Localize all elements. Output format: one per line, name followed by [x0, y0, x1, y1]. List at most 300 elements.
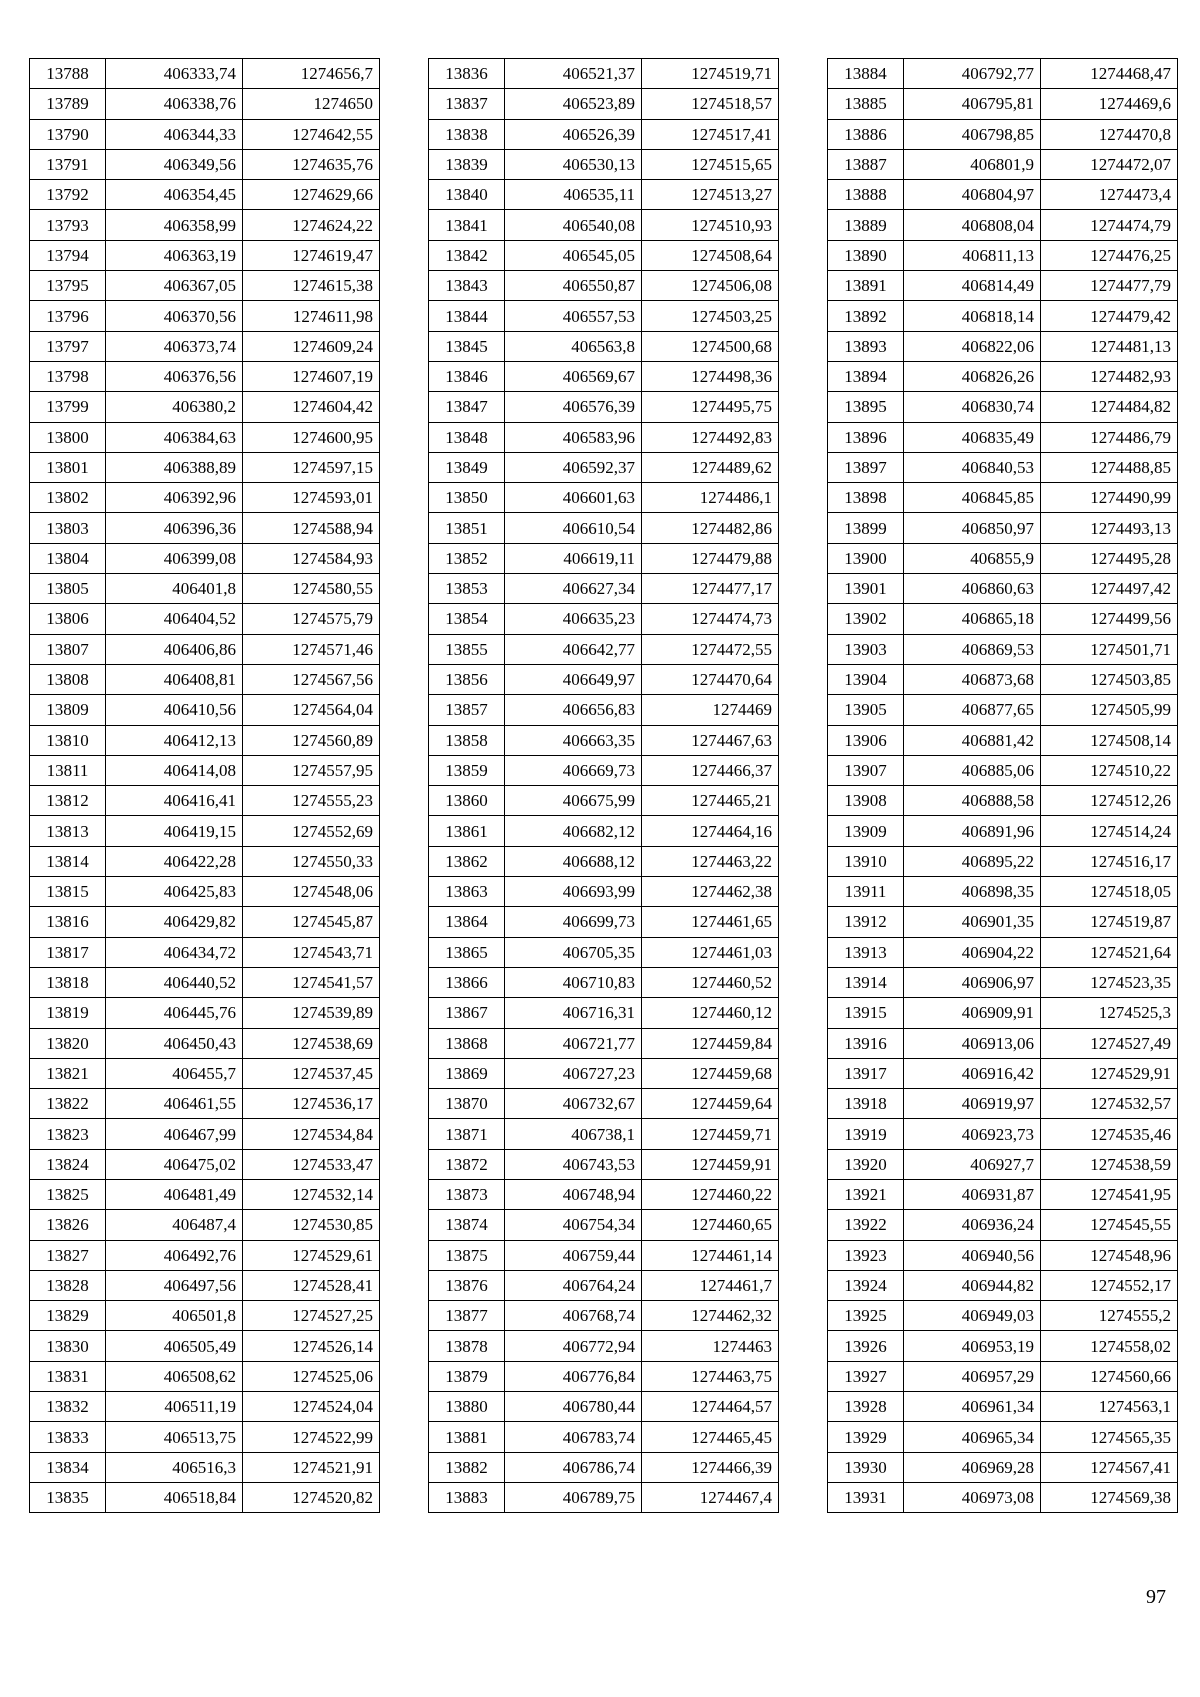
- x-coordinate-cell: 406401,8: [106, 574, 243, 604]
- table-row: [429, 89, 779, 119]
- table-row: [429, 543, 779, 573]
- point-number-cell: 13842: [429, 240, 505, 270]
- x-coordinate-cell: 406619,11: [505, 543, 642, 573]
- point-number-cell: 13902: [828, 604, 904, 634]
- x-coordinate-cell: 406957,29: [904, 1361, 1041, 1391]
- table-row: [828, 574, 1178, 604]
- table-row: [828, 1210, 1178, 1240]
- point-number-cell: 13860: [429, 786, 505, 816]
- table-row: [429, 1301, 779, 1331]
- point-number-cell: 13876: [429, 1270, 505, 1300]
- x-coordinate-cell: 406969,28: [904, 1452, 1041, 1482]
- y-coordinate-cell: 1274538,69: [243, 1028, 380, 1058]
- x-coordinate-cell: 406569,67: [505, 361, 642, 391]
- x-coordinate-cell: 406583,96: [505, 422, 642, 452]
- y-coordinate-cell: 1274505,99: [1041, 695, 1178, 725]
- x-coordinate-cell: 406642,77: [505, 634, 642, 664]
- y-coordinate-cell: 1274535,46: [1041, 1119, 1178, 1149]
- table-row: [429, 877, 779, 907]
- point-number-cell: 13929: [828, 1422, 904, 1452]
- x-coordinate-cell: 406798,85: [904, 119, 1041, 149]
- table-row: [30, 634, 380, 664]
- table-row: [429, 210, 779, 240]
- x-coordinate-cell: 406526,39: [505, 119, 642, 149]
- table-row: [828, 392, 1178, 422]
- table-row: [828, 1482, 1178, 1512]
- x-coordinate-cell: 406535,11: [505, 180, 642, 210]
- table-row: [828, 1270, 1178, 1300]
- point-number-cell: 13891: [828, 271, 904, 301]
- point-number-cell: 13865: [429, 937, 505, 967]
- y-coordinate-cell: 1274629,66: [243, 180, 380, 210]
- x-coordinate-cell: 406705,35: [505, 937, 642, 967]
- y-coordinate-cell: 1274532,57: [1041, 1089, 1178, 1119]
- point-number-cell: 13797: [30, 331, 106, 361]
- y-coordinate-cell: 1274500,68: [642, 331, 779, 361]
- table-row: [30, 180, 380, 210]
- x-coordinate-cell: 406333,74: [106, 59, 243, 89]
- point-number-cell: 13833: [30, 1422, 106, 1452]
- point-number-cell: 13796: [30, 301, 106, 331]
- point-number-cell: 13817: [30, 937, 106, 967]
- x-coordinate-cell: 406412,13: [106, 725, 243, 755]
- point-number-cell: 13837: [429, 89, 505, 119]
- point-number-cell: 13896: [828, 422, 904, 452]
- point-number-cell: 13790: [30, 119, 106, 149]
- table-row: [429, 1089, 779, 1119]
- point-number-cell: 13901: [828, 574, 904, 604]
- y-coordinate-cell: 1274567,56: [243, 664, 380, 694]
- point-number-cell: 13877: [429, 1301, 505, 1331]
- y-coordinate-cell: 1274525,3: [1041, 998, 1178, 1028]
- point-number-cell: 13845: [429, 331, 505, 361]
- y-coordinate-cell: 1274460,52: [642, 967, 779, 997]
- point-number-cell: 13870: [429, 1089, 505, 1119]
- point-number-cell: 13905: [828, 695, 904, 725]
- table-row: [429, 59, 779, 89]
- y-coordinate-cell: 1274464,16: [642, 816, 779, 846]
- table-row: [30, 1240, 380, 1270]
- y-coordinate-cell: 1274515,65: [642, 149, 779, 179]
- x-coordinate-cell: 406869,53: [904, 634, 1041, 664]
- y-coordinate-cell: 1274545,87: [243, 907, 380, 937]
- x-coordinate-cell: 406475,02: [106, 1149, 243, 1179]
- x-coordinate-cell: 406358,99: [106, 210, 243, 240]
- y-coordinate-cell: 1274476,25: [1041, 240, 1178, 270]
- x-coordinate-cell: 406764,24: [505, 1270, 642, 1300]
- point-number-cell: 13917: [828, 1058, 904, 1088]
- y-coordinate-cell: 1274520,82: [243, 1482, 380, 1512]
- point-number-cell: 13883: [429, 1482, 505, 1512]
- table-row: [30, 786, 380, 816]
- x-coordinate-cell: 406885,06: [904, 755, 1041, 785]
- y-coordinate-cell: 1274464,57: [642, 1392, 779, 1422]
- table-row: [30, 301, 380, 331]
- point-number-cell: 13823: [30, 1119, 106, 1149]
- x-coordinate-cell: 406399,08: [106, 543, 243, 573]
- x-coordinate-cell: 406850,97: [904, 513, 1041, 543]
- point-number-cell: 13814: [30, 846, 106, 876]
- x-coordinate-cell: 406492,76: [106, 1240, 243, 1270]
- y-coordinate-cell: 1274459,68: [642, 1058, 779, 1088]
- point-number-cell: 13832: [30, 1392, 106, 1422]
- y-coordinate-cell: 1274521,64: [1041, 937, 1178, 967]
- table-row: [828, 361, 1178, 391]
- y-coordinate-cell: 1274467,4: [642, 1482, 779, 1512]
- table-row: [30, 59, 380, 89]
- y-coordinate-cell: 1274600,95: [243, 422, 380, 452]
- x-coordinate-cell: 406467,99: [106, 1119, 243, 1149]
- y-coordinate-cell: 1274534,84: [243, 1119, 380, 1149]
- x-coordinate-cell: 406663,35: [505, 725, 642, 755]
- x-coordinate-cell: 406732,67: [505, 1089, 642, 1119]
- y-coordinate-cell: 1274525,06: [243, 1361, 380, 1391]
- x-coordinate-cell: 406627,34: [505, 574, 642, 604]
- x-coordinate-cell: 406759,44: [505, 1240, 642, 1270]
- point-number-cell: 13847: [429, 392, 505, 422]
- point-number-cell: 13915: [828, 998, 904, 1028]
- table-row: [30, 846, 380, 876]
- x-coordinate-cell: 406545,05: [505, 240, 642, 270]
- y-coordinate-cell: 1274532,14: [243, 1179, 380, 1209]
- table-row: [30, 1028, 380, 1058]
- x-coordinate-cell: 406563,8: [505, 331, 642, 361]
- table-row: [30, 604, 380, 634]
- y-coordinate-cell: 1274558,02: [1041, 1331, 1178, 1361]
- table-row: [828, 1058, 1178, 1088]
- x-coordinate-cell: 406513,75: [106, 1422, 243, 1452]
- x-coordinate-cell: 406780,44: [505, 1392, 642, 1422]
- table-row: [429, 574, 779, 604]
- point-number-cell: 13838: [429, 119, 505, 149]
- x-coordinate-cell: 406481,49: [106, 1179, 243, 1209]
- y-coordinate-cell: 1274463,22: [642, 846, 779, 876]
- y-coordinate-cell: 1274486,79: [1041, 422, 1178, 452]
- table-row: [429, 180, 779, 210]
- point-number-cell: 13798: [30, 361, 106, 391]
- table-row: [828, 301, 1178, 331]
- x-coordinate-cell: 406508,62: [106, 1361, 243, 1391]
- table-row: [429, 786, 779, 816]
- x-coordinate-cell: 406901,35: [904, 907, 1041, 937]
- x-coordinate-cell: 406814,49: [904, 271, 1041, 301]
- table-row: [429, 361, 779, 391]
- table-row: [828, 664, 1178, 694]
- point-number-cell: 13904: [828, 664, 904, 694]
- page-number: 97: [1146, 1586, 1166, 1608]
- y-coordinate-cell: 1274519,71: [642, 59, 779, 89]
- table-row: [30, 392, 380, 422]
- y-coordinate-cell: 1274493,13: [1041, 513, 1178, 543]
- table-row: [30, 877, 380, 907]
- point-number-cell: 13829: [30, 1301, 106, 1331]
- y-coordinate-cell: 1274474,79: [1041, 210, 1178, 240]
- y-coordinate-cell: 1274548,96: [1041, 1240, 1178, 1270]
- table-row: [30, 361, 380, 391]
- x-coordinate-cell: 406540,08: [505, 210, 642, 240]
- point-number-cell: 13801: [30, 452, 106, 482]
- point-number-cell: 13892: [828, 301, 904, 331]
- x-coordinate-cell: 406344,33: [106, 119, 243, 149]
- y-coordinate-cell: 1274466,37: [642, 755, 779, 785]
- x-coordinate-cell: 406795,81: [904, 89, 1041, 119]
- table-row: [429, 937, 779, 967]
- point-number-cell: 13879: [429, 1361, 505, 1391]
- x-coordinate-cell: 406904,22: [904, 937, 1041, 967]
- y-coordinate-cell: 1274527,25: [243, 1301, 380, 1331]
- x-coordinate-cell: 406440,52: [106, 967, 243, 997]
- table-row: [429, 1210, 779, 1240]
- y-coordinate-cell: 1274609,24: [243, 331, 380, 361]
- x-coordinate-cell: 406949,03: [904, 1301, 1041, 1331]
- x-coordinate-cell: 406909,91: [904, 998, 1041, 1028]
- table-row: [429, 1240, 779, 1270]
- point-number-cell: 13825: [30, 1179, 106, 1209]
- x-coordinate-cell: 406557,53: [505, 301, 642, 331]
- x-coordinate-cell: 406721,77: [505, 1028, 642, 1058]
- x-coordinate-cell: 406406,86: [106, 634, 243, 664]
- x-coordinate-cell: 406873,68: [904, 664, 1041, 694]
- y-coordinate-cell: 1274597,15: [243, 452, 380, 482]
- table-row: [30, 1392, 380, 1422]
- table-row: [429, 452, 779, 482]
- y-coordinate-cell: 1274460,65: [642, 1210, 779, 1240]
- point-number-cell: 13867: [429, 998, 505, 1028]
- table-row: [828, 59, 1178, 89]
- point-number-cell: 13848: [429, 422, 505, 452]
- table-row: [429, 422, 779, 452]
- table-row: [828, 513, 1178, 543]
- table-row: [429, 1331, 779, 1361]
- point-number-cell: 13923: [828, 1240, 904, 1270]
- point-number-cell: 13856: [429, 664, 505, 694]
- point-number-cell: 13813: [30, 816, 106, 846]
- y-coordinate-cell: 1274604,42: [243, 392, 380, 422]
- y-coordinate-cell: 1274510,93: [642, 210, 779, 240]
- point-number-cell: 13840: [429, 180, 505, 210]
- y-coordinate-cell: 1274537,45: [243, 1058, 380, 1088]
- x-coordinate-cell: 406429,82: [106, 907, 243, 937]
- table-row: [429, 1392, 779, 1422]
- x-coordinate-cell: 406516,3: [106, 1452, 243, 1482]
- x-coordinate-cell: 406354,45: [106, 180, 243, 210]
- table-row: [429, 331, 779, 361]
- x-coordinate-cell: 406373,74: [106, 331, 243, 361]
- table-row: [828, 543, 1178, 573]
- point-number-cell: 13875: [429, 1240, 505, 1270]
- table-row: [30, 513, 380, 543]
- x-coordinate-cell: 406865,18: [904, 604, 1041, 634]
- x-coordinate-cell: 406727,23: [505, 1058, 642, 1088]
- point-number-cell: 13868: [429, 1028, 505, 1058]
- y-coordinate-cell: 1274564,04: [243, 695, 380, 725]
- y-coordinate-cell: 1274461,7: [642, 1270, 779, 1300]
- point-number-cell: 13930: [828, 1452, 904, 1482]
- point-number-cell: 13807: [30, 634, 106, 664]
- point-number-cell: 13792: [30, 180, 106, 210]
- y-coordinate-cell: 1274611,98: [243, 301, 380, 331]
- x-coordinate-cell: 406396,36: [106, 513, 243, 543]
- table-row: [30, 149, 380, 179]
- x-coordinate-cell: 406576,39: [505, 392, 642, 422]
- point-number-cell: 13793: [30, 210, 106, 240]
- point-number-cell: 13806: [30, 604, 106, 634]
- table-row: [429, 1482, 779, 1512]
- point-number-cell: 13899: [828, 513, 904, 543]
- point-number-cell: 13911: [828, 877, 904, 907]
- x-coordinate-cell: 406370,56: [106, 301, 243, 331]
- x-coordinate-cell: 406906,97: [904, 967, 1041, 997]
- y-coordinate-cell: 1274482,93: [1041, 361, 1178, 391]
- y-coordinate-cell: 1274552,69: [243, 816, 380, 846]
- point-number-cell: 13869: [429, 1058, 505, 1088]
- y-coordinate-cell: 1274513,27: [642, 180, 779, 210]
- point-number-cell: 13914: [828, 967, 904, 997]
- table-row: [429, 149, 779, 179]
- y-coordinate-cell: 1274503,85: [1041, 664, 1178, 694]
- point-number-cell: 13890: [828, 240, 904, 270]
- y-coordinate-cell: 1274557,95: [243, 755, 380, 785]
- table-row: [828, 877, 1178, 907]
- point-number-cell: 13888: [828, 180, 904, 210]
- y-coordinate-cell: 1274474,73: [642, 604, 779, 634]
- point-number-cell: 13920: [828, 1149, 904, 1179]
- table-row: [30, 1301, 380, 1331]
- table-row: [429, 1119, 779, 1149]
- x-coordinate-cell: 406931,87: [904, 1179, 1041, 1209]
- y-coordinate-cell: 1274508,14: [1041, 725, 1178, 755]
- x-coordinate-cell: 406898,35: [904, 877, 1041, 907]
- point-number-cell: 13799: [30, 392, 106, 422]
- point-number-cell: 13921: [828, 1179, 904, 1209]
- x-coordinate-cell: 406855,9: [904, 543, 1041, 573]
- table-row: [828, 1179, 1178, 1209]
- x-coordinate-cell: 406445,76: [106, 998, 243, 1028]
- y-coordinate-cell: 1274482,86: [642, 513, 779, 543]
- y-coordinate-cell: 1274461,03: [642, 937, 779, 967]
- x-coordinate-cell: 406656,83: [505, 695, 642, 725]
- y-coordinate-cell: 1274565,35: [1041, 1422, 1178, 1452]
- point-number-cell: 13835: [30, 1482, 106, 1512]
- table-row: [429, 846, 779, 876]
- table-row: [30, 1331, 380, 1361]
- point-number-cell: 13897: [828, 452, 904, 482]
- point-number-cell: 13851: [429, 513, 505, 543]
- x-coordinate-cell: 406830,74: [904, 392, 1041, 422]
- y-coordinate-cell: 1274461,65: [642, 907, 779, 937]
- table-row: [828, 452, 1178, 482]
- point-number-cell: 13913: [828, 937, 904, 967]
- y-coordinate-cell: 1274530,85: [243, 1210, 380, 1240]
- y-coordinate-cell: 1274506,08: [642, 271, 779, 301]
- y-coordinate-cell: 1274588,94: [243, 513, 380, 543]
- x-coordinate-cell: 406693,99: [505, 877, 642, 907]
- y-coordinate-cell: 1274460,22: [642, 1179, 779, 1209]
- x-coordinate-cell: 406916,42: [904, 1058, 1041, 1088]
- table-row: [828, 1331, 1178, 1361]
- y-coordinate-cell: 1274526,14: [243, 1331, 380, 1361]
- y-coordinate-cell: 1274569,38: [1041, 1482, 1178, 1512]
- table-row: [828, 1149, 1178, 1179]
- y-coordinate-cell: 1274479,88: [642, 543, 779, 573]
- table-row: [828, 210, 1178, 240]
- point-number-cell: 13816: [30, 907, 106, 937]
- point-number-cell: 13907: [828, 755, 904, 785]
- point-number-cell: 13818: [30, 967, 106, 997]
- point-number-cell: 13843: [429, 271, 505, 301]
- x-coordinate-cell: 406768,74: [505, 1301, 642, 1331]
- point-number-cell: 13872: [429, 1149, 505, 1179]
- y-coordinate-cell: 1274508,64: [642, 240, 779, 270]
- y-coordinate-cell: 1274466,39: [642, 1452, 779, 1482]
- y-coordinate-cell: 1274462,32: [642, 1301, 779, 1331]
- point-number-cell: 13927: [828, 1361, 904, 1391]
- y-coordinate-cell: 1274545,55: [1041, 1210, 1178, 1240]
- y-coordinate-cell: 1274501,71: [1041, 634, 1178, 664]
- x-coordinate-cell: 406822,06: [904, 331, 1041, 361]
- y-coordinate-cell: 1274461,14: [642, 1240, 779, 1270]
- y-coordinate-cell: 1274541,95: [1041, 1179, 1178, 1209]
- point-number-cell: 13859: [429, 755, 505, 785]
- point-number-cell: 13826: [30, 1210, 106, 1240]
- table-row: [30, 1361, 380, 1391]
- table-row: [429, 1452, 779, 1482]
- table-row: [30, 483, 380, 513]
- table-row: [828, 725, 1178, 755]
- y-coordinate-cell: 1274555,2: [1041, 1301, 1178, 1331]
- x-coordinate-cell: 406349,56: [106, 149, 243, 179]
- x-coordinate-cell: 406610,54: [505, 513, 642, 543]
- point-number-cell: 13805: [30, 574, 106, 604]
- y-coordinate-cell: 1274536,17: [243, 1089, 380, 1119]
- x-coordinate-cell: 406461,55: [106, 1089, 243, 1119]
- y-coordinate-cell: 1274635,76: [243, 149, 380, 179]
- point-number-cell: 13855: [429, 634, 505, 664]
- table-row: [30, 543, 380, 573]
- point-number-cell: 13853: [429, 574, 505, 604]
- table-row: [828, 816, 1178, 846]
- y-coordinate-cell: 1274527,49: [1041, 1028, 1178, 1058]
- x-coordinate-cell: 406877,65: [904, 695, 1041, 725]
- table-row: [828, 998, 1178, 1028]
- x-coordinate-cell: 406804,97: [904, 180, 1041, 210]
- x-coordinate-cell: 406682,12: [505, 816, 642, 846]
- y-coordinate-cell: 1274523,35: [1041, 967, 1178, 997]
- point-number-cell: 13820: [30, 1028, 106, 1058]
- y-coordinate-cell: 1274533,47: [243, 1149, 380, 1179]
- x-coordinate-cell: 406776,84: [505, 1361, 642, 1391]
- y-coordinate-cell: 1274607,19: [243, 361, 380, 391]
- x-coordinate-cell: 406487,4: [106, 1210, 243, 1240]
- y-coordinate-cell: 1274477,79: [1041, 271, 1178, 301]
- coordinate-table-2: [428, 58, 779, 1513]
- x-coordinate-cell: 406973,08: [904, 1482, 1041, 1512]
- point-number-cell: 13928: [828, 1392, 904, 1422]
- y-coordinate-cell: 1274656,7: [243, 59, 380, 89]
- table-row: [429, 1361, 779, 1391]
- point-number-cell: 13821: [30, 1058, 106, 1088]
- point-number-cell: 13884: [828, 59, 904, 89]
- table-row: [30, 271, 380, 301]
- table-row: [429, 1270, 779, 1300]
- point-number-cell: 13887: [828, 149, 904, 179]
- point-number-cell: 13874: [429, 1210, 505, 1240]
- y-coordinate-cell: 1274459,91: [642, 1149, 779, 1179]
- point-number-cell: 13900: [828, 543, 904, 573]
- point-number-cell: 13850: [429, 483, 505, 513]
- y-coordinate-cell: 1274462,38: [642, 877, 779, 907]
- table-row: [828, 1422, 1178, 1452]
